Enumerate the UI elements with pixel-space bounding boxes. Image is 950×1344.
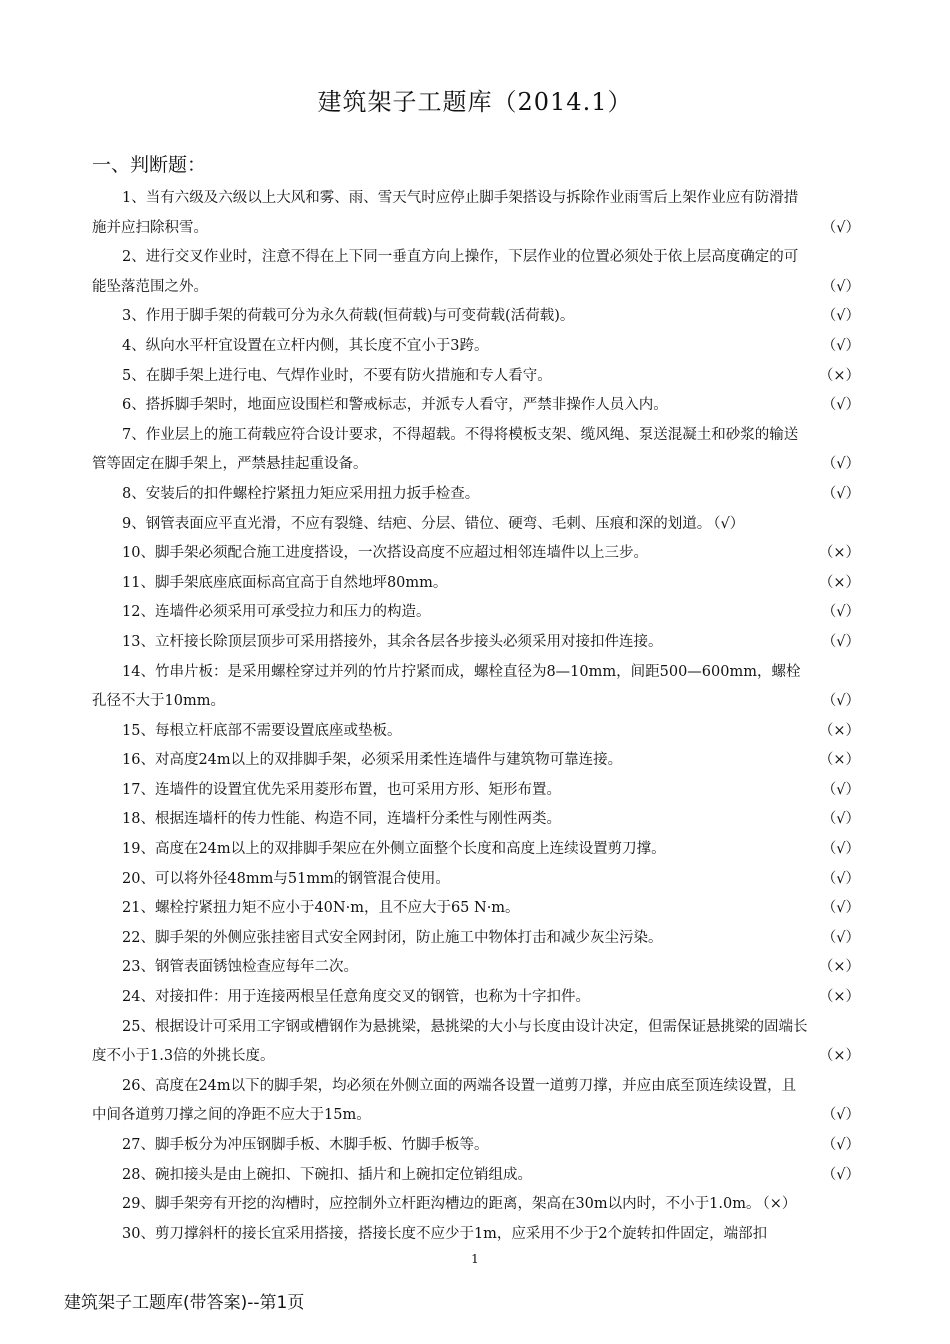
question-answer: （√）	[821, 870, 860, 887]
question-answer: （√）	[821, 308, 860, 325]
question-text: 9、钢管表面应平直光滑，不应有裂缝、结疤、分层、错位、硬弯、毛刺、压痕和深的划道。 （√）	[122, 515, 745, 532]
question-list	[92, 184, 860, 1249]
question-item	[92, 362, 860, 392]
question-item	[92, 510, 860, 540]
question-answer: （×）	[818, 574, 860, 591]
question-item	[92, 332, 860, 362]
question-item	[92, 1220, 860, 1250]
question-text: 7、作业层上的施工荷载应符合设计要求，不得超载。不得将模板支架、缆风绳、泵送混凝土和砂浆的输送管等固定在脚手架上，严禁悬挂起重设备。	[92, 426, 799, 473]
question-answer: （×）	[818, 989, 860, 1006]
question-answer: （√）	[821, 397, 860, 414]
question-answer: （√）	[821, 337, 860, 354]
question-item	[92, 776, 860, 806]
question-answer: （×）	[818, 722, 860, 739]
question-item	[92, 1131, 860, 1161]
document-title: 建筑架子工题库（2014.1）	[317, 88, 633, 116]
question-item	[92, 539, 860, 569]
question-answer: （√）	[821, 604, 860, 621]
question-item	[92, 1161, 860, 1191]
question-item	[92, 953, 860, 983]
question-text: 8、安装后的扣件螺栓拧紧扭力矩应采用扭力扳手检查。	[122, 485, 480, 502]
question-answer: （×）	[818, 959, 860, 976]
question-item	[92, 717, 860, 747]
page-footer: 建筑架子工题库(带答案)--第1页	[64, 1293, 305, 1313]
question-answer: （×）	[818, 752, 860, 769]
question-answer: （√）	[821, 900, 860, 917]
question-item	[92, 1013, 860, 1072]
question-answer: （×）	[818, 545, 860, 562]
question-answer: （√）	[821, 929, 860, 946]
question-text: 17、连墙件的设置宜优先采用菱形布置，也可采用方形、矩形布置。	[122, 781, 561, 798]
question-text: 6、搭拆脚手架时，地面应设围栏和警戒标志，并派专人看守，严禁非操作人员入内。	[122, 397, 668, 414]
question-text: 12、连墙件必须采用可承受拉力和压力的构造。	[122, 604, 431, 621]
question-item	[92, 598, 860, 628]
question-answer: （×）	[818, 1048, 860, 1065]
question-text: 24、对接扣件：用于连接两根呈任意角度交叉的钢管，也称为十字扣件。	[122, 989, 590, 1006]
question-answer: （√）	[821, 456, 860, 473]
question-item	[92, 835, 860, 865]
question-text: 11、脚手架底座底面标高宜高于自然地坪80mm。	[122, 574, 448, 591]
question-item	[92, 243, 860, 302]
question-item	[92, 746, 860, 776]
question-text: 15、每根立杆底部不需要设置底座或垫板。	[122, 722, 402, 739]
question-answer: （√）	[821, 781, 860, 798]
question-item	[92, 865, 860, 895]
question-item	[92, 302, 860, 332]
question-item	[92, 184, 860, 243]
question-item	[92, 1072, 860, 1131]
question-answer: （√）	[821, 1107, 860, 1124]
question-text: 22、脚手架的外侧应张挂密目式安全网封闭，防止施工中物体打击和减少灰尘污染。	[122, 929, 663, 946]
question-text: 26、高度在24m以下的脚手架，均必须在外侧立面的两端各设置一道剪刀撑，并应由底至顶连续设置，且中间各道剪刀撑之间的净距不应大于15m。	[92, 1077, 797, 1124]
question-text: 14、竹串片板：是采用螺栓穿过并列的竹片拧紧而成，螺栓直径为8—10mm，间距500—600mm，螺栓孔径不大于10mm。	[92, 663, 801, 710]
question-text: 2、进行交叉作业时，注意不得在上下同一垂直方向上操作，下层作业的位置必须处于依上层高度确定的可能坠落范围之外。	[92, 249, 799, 295]
question-text: 30、剪刀撑斜杆的接长宜采用搭接，搭接长度不应少于1m，应采用不少于2个旋转扣件固定，端部扣	[122, 1225, 768, 1242]
question-text: 1、当有六级及六级以上大风和雾、雨、雪天气时应停止脚手架搭设与拆除作业雨雪后上架作业应有防滑措施并应扫除积雪。	[92, 190, 799, 236]
question-item	[92, 569, 860, 599]
question-answer: （√）	[821, 811, 860, 828]
question-answer: （√）	[821, 278, 860, 295]
question-text: 19、高度在24m以上的双排脚手架应在外侧立面整个长度和高度上连续设置剪刀撑。	[122, 841, 666, 858]
question-text: 23、钢管表面锈蚀检查应每年二次。	[122, 959, 358, 976]
question-item	[92, 421, 860, 480]
question-text: 21、螺栓拧紧扭力矩不应小于40N·m，且不应大于65 N·m。	[122, 900, 520, 917]
question-text: 4、纵向水平杆宜设置在立杆内侧，其长度不宜小于3跨。	[122, 337, 489, 354]
question-item	[92, 924, 860, 954]
question-text: 20、可以将外径48mm与51mm的钢管混合使用。	[122, 870, 450, 887]
question-item	[92, 480, 860, 510]
question-answer: （√）	[821, 219, 860, 236]
question-text: 27、脚手板分为冲压钢脚手板、木脚手板、竹脚手板等。	[122, 1137, 489, 1153]
question-text: 16、对高度24m以上的双排脚手架，必须采用柔性连墙件与建筑物可靠连接。	[122, 752, 623, 769]
question-item	[92, 983, 860, 1013]
question-item	[92, 628, 860, 658]
question-text: 18、根据连墙杆的传力性能、构造不同，连墙杆分柔性与刚性两类。	[122, 811, 561, 828]
question-answer: （√）	[821, 1137, 860, 1153]
question-item	[92, 1190, 860, 1220]
question-answer: （×）	[762, 1196, 797, 1213]
question-text: 3、作用于脚手架的荷载可分为永久荷载(恒荷载)与可变荷载(活荷载)。	[122, 308, 575, 325]
question-text: 13、立杆接长除顶层顶步可采用搭接外，其余各层各步接头必须采用对接扣件连接。	[122, 633, 663, 650]
section-heading: 一、判断题：	[92, 154, 207, 176]
question-answer: （√）	[821, 693, 860, 710]
question-answer: （√）	[821, 633, 860, 650]
question-item	[92, 391, 860, 421]
question-text: 5、在脚手架上进行电、气焊作业时，不要有防火措施和专人看守。	[122, 367, 552, 384]
question-answer: （√）	[821, 485, 860, 502]
question-answer: （√）	[713, 515, 745, 532]
question-item	[92, 805, 860, 835]
page-number: 1	[471, 1252, 479, 1266]
question-text: 29、脚手架旁有开挖的沟槽时，应控制外立杆距沟槽边的距离，架高在30m以内时，不小于1.0m。 （×）	[122, 1196, 797, 1213]
question-answer: （√）	[821, 841, 860, 858]
question-answer: （√）	[821, 1166, 860, 1183]
question-item	[92, 658, 860, 717]
question-text: 10、脚手架必须配合施工进度搭设，一次搭设高度不应超过相邻连墙件以上三步。	[122, 545, 648, 562]
question-item	[92, 894, 860, 924]
question-text: 25、根据设计可采用工字钢或槽钢作为悬挑梁，悬挑梁的大小与长度由设计决定，但需保证悬挑梁的固端长度不小于1.3倍的外挑长度。	[92, 1018, 808, 1065]
question-text: 28、碗扣接头是由上碗扣、下碗扣、插片和上碗扣定位销组成。	[122, 1166, 532, 1183]
question-answer: （×）	[818, 367, 860, 384]
